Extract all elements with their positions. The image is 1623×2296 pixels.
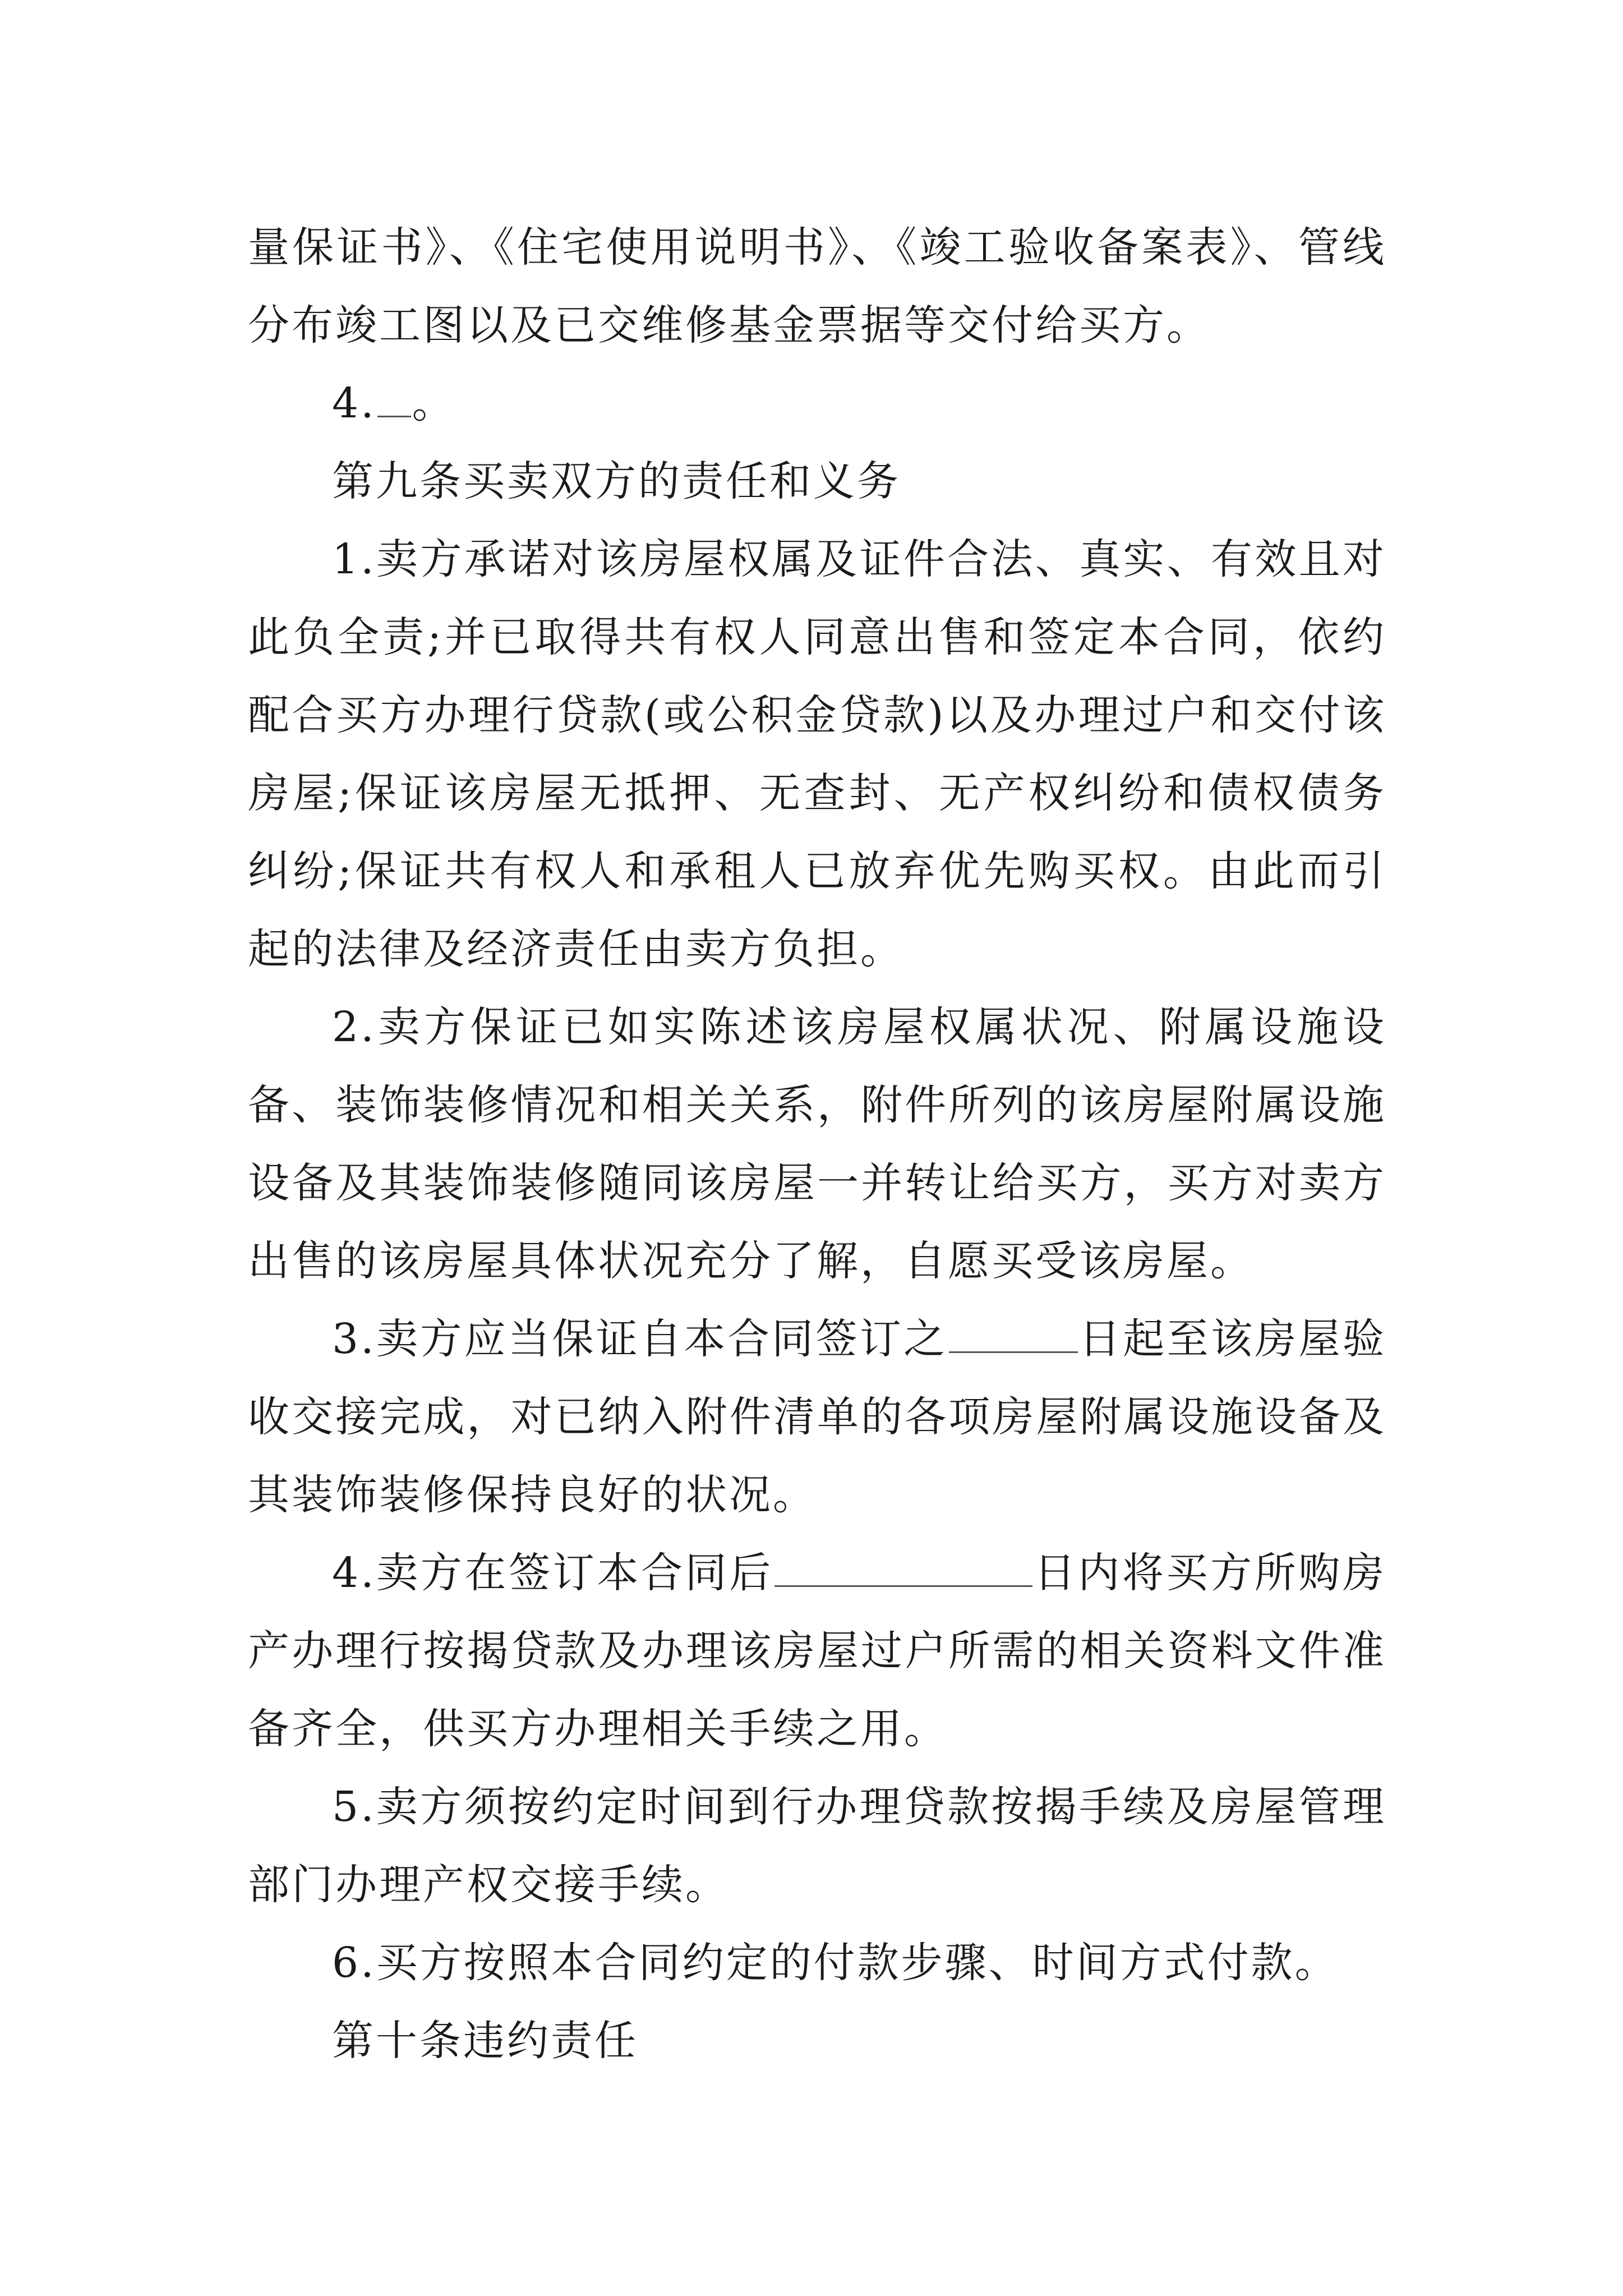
item-4-prefix: 4. (332, 379, 376, 427)
clause-4-after-blank: 日内将买方所购房产办理行按揭贷款及办理该房屋过户所需的相关资料文件准备齐全，供买方办理相关手续之用。 (248, 1549, 1386, 1753)
article-9-clause-3 (248, 1300, 1386, 1534)
clause-3-before-blank: 3.卖方应当保证自本合同签订之 (332, 1315, 948, 1363)
fill-in-blank (949, 1312, 1078, 1353)
fill-in-blank (377, 376, 411, 417)
article-9-clause-5: 5.卖方须按约定时间到行办理贷款按揭手续及房屋管理部门办理产权交接手续。 (248, 1783, 1386, 1909)
article-9-clause-6: 6.买方按照本合同约定的付款步骤、时间方式付款。 (332, 1939, 1339, 1987)
paragraph-item-4-blank (248, 365, 1386, 443)
paragraph-delivery-documents: 量保证书》、《住宅使用说明书》、《竣工验收备案表》、管线分布竣工图以及已交维修基金票据等交付给买方。 (248, 223, 1386, 349)
item-4-suffix: 。 (412, 379, 456, 427)
clause-3-after-blank: 日起至该房屋验收交接完成，对已纳入附件清单的各项房屋附属设施设备及其装饰装修保持良好的状况。 (248, 1315, 1386, 1519)
article-9-clause-1: 1.卖方承诺对该房屋权属及证件合法、真实、有效且对此负全责;并已取得共有权人同意出售和签定本合同，依约配合买方办理行贷款(或公积金贷款)以及办理过户和交付该房屋;保证该房屋无抵押、无查封、无产权纠纷和债权债务纠纷;保证共有权人和承租人已放弃优先购买权。由此而引起的法律及经济责任由卖方负担。 (248, 535, 1386, 973)
clause-4-before-blank: 4.卖方在签订本合同后 (332, 1549, 773, 1597)
article-9-heading: 第九条买卖双方的责任和义务 (332, 457, 901, 505)
fill-in-blank (774, 1546, 1032, 1587)
document-body (248, 209, 1386, 2080)
article-9-clause-2: 2.卖方保证已如实陈述该房屋权属状况、附属设施设备、装饰装修情况和相关关系，附件所列的该房屋附属设施设备及其装饰装修随同该房屋一并转让给买方，买方对卖方出售的该房屋具体状况充分了解，自愿买受该房屋。 (248, 1003, 1386, 1285)
article-10-heading: 第十条违约责任 (332, 2017, 638, 2065)
article-9-clause-4 (248, 1534, 1386, 1768)
